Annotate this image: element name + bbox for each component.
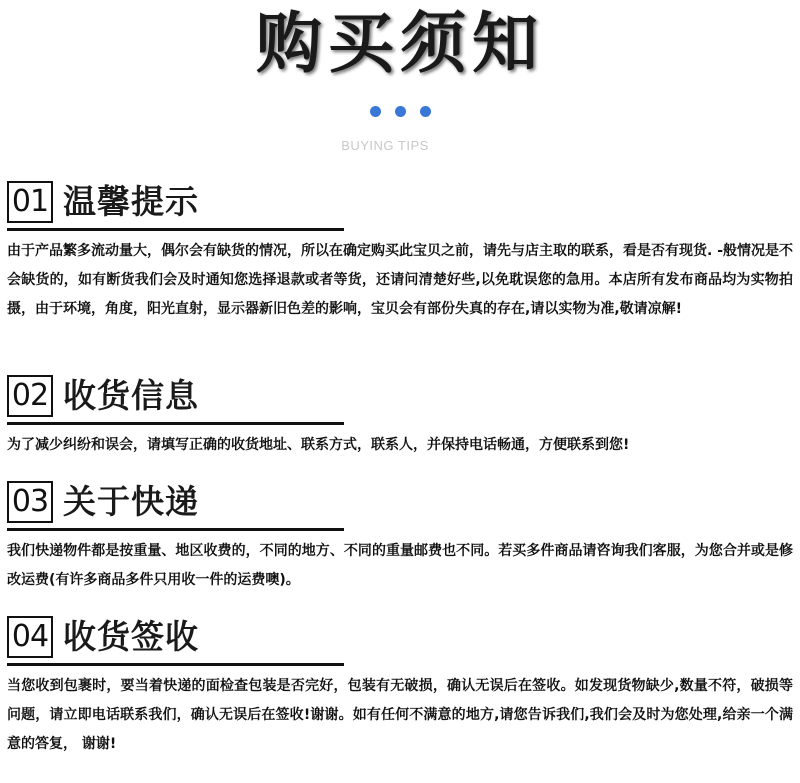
section-title: 温馨提示 [63, 182, 199, 221]
section-receipt [7, 616, 793, 759]
section-tips [7, 181, 793, 324]
decorative-dots [0, 106, 800, 118]
section-heading [7, 616, 793, 666]
page-subtitle: BUYING TIPS [341, 138, 429, 153]
section-number: 01 [7, 181, 53, 223]
section-body: 由于产品繁多流动量大，偶尔会有缺货的情况，所以在确定购买此宝贝之前，请先与店主取的联系，看是否有现货. -般情况是不会缺货的，如有断货我们会及时通知您选择退款或者等货，还请问清楚好些,以免耽误您的急用。本店所有发布商品均为实物拍摄，由于环境，角度，阳光直射，显示器新旧色差的影响，宝贝会有部份失真的存在,请以实物为准,敬请凉解! [7, 243, 793, 317]
section-number: 02 [7, 375, 53, 417]
section-delivery [7, 481, 793, 595]
section-divider [7, 663, 344, 666]
section-title: 关于快递 [63, 482, 199, 521]
section-heading [7, 481, 793, 531]
section-heading [7, 181, 793, 231]
dot-icon [420, 106, 431, 117]
section-title: 收货信息 [63, 376, 199, 415]
section-number: 04 [7, 616, 53, 658]
page-title: 购买须知 [256, 5, 544, 82]
section-divider [7, 528, 344, 531]
dot-icon [370, 106, 381, 117]
section-shipping-info [7, 375, 793, 460]
section-body: 我们快递物件都是按重量、地区收费的，不同的地方、不同的重量邮费也不同。若买多件商品请咨询我们客服，为您合并或是修改运费(有许多商品多件只用收一件的运费噢)。 [7, 543, 793, 588]
section-title: 收货签收 [63, 617, 199, 656]
section-heading [7, 375, 793, 425]
dot-icon [395, 106, 406, 117]
section-body: 为了减少纠纷和误会，请填写正确的收货地址、联系方式，联系人，并保持电话畅通，方便联系到您! [7, 437, 630, 453]
section-divider [7, 228, 344, 231]
section-divider [7, 422, 344, 425]
section-body: 当您收到包裹时，要当着快递的面检查包装是否完好，包装有无破损，确认无误后在签收。如发现货物缺少,数量不符，破损等问题，请立即电话联系我们，确认无误后在签收!谢谢。如有任何不满意的地方,请您告诉我们,我们会及时为您处理,给亲一个满意的答复， 谢谢! [7, 678, 793, 752]
section-number: 03 [7, 481, 53, 523]
